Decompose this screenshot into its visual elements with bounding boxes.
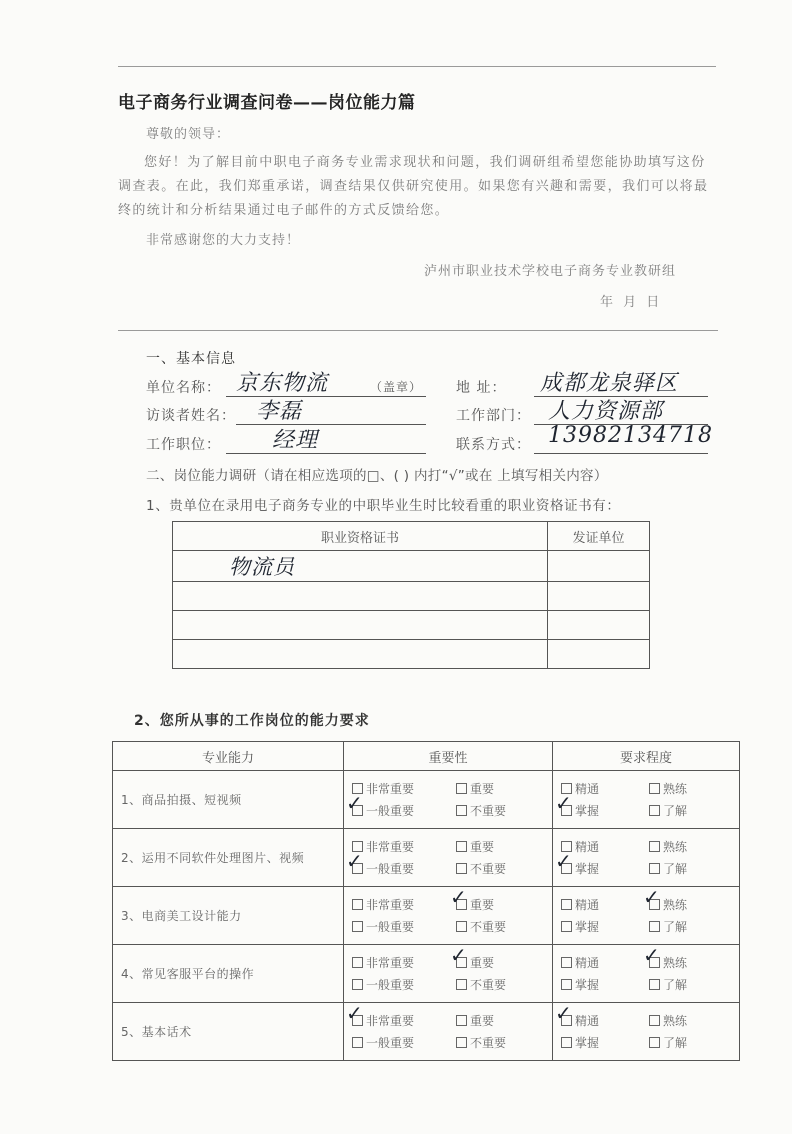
level-option[interactable] bbox=[553, 1032, 641, 1054]
level-option-label: 精通 bbox=[575, 955, 600, 970]
thanks-line: 非常感谢您的大力支持！ bbox=[146, 233, 301, 248]
level-option-label: 掌握 bbox=[575, 803, 600, 818]
level-option[interactable] bbox=[553, 1000, 641, 1032]
level-option-label: 熟练 bbox=[663, 955, 688, 970]
importance-option-label: 重要 bbox=[470, 897, 495, 912]
date-line: 年 月 日 bbox=[600, 295, 663, 310]
department-label: 工作部门： bbox=[456, 408, 531, 424]
checkbox[interactable] bbox=[456, 783, 467, 794]
research-title: 二、岗位能力调研（请在相应选项的□、( ) 内打“√”或在 上填写相关内容） bbox=[146, 468, 608, 484]
importance-options bbox=[344, 942, 553, 1003]
level-option-label: 了解 bbox=[663, 861, 688, 876]
importance-option[interactable] bbox=[448, 1010, 552, 1032]
question-1: 1、贵单位在录用电子商务专业的中职毕业生时比较看重的职业资格证书有： bbox=[146, 498, 621, 514]
level-option[interactable] bbox=[553, 952, 641, 974]
level-option-label: 了解 bbox=[663, 1035, 688, 1050]
importance-option-label: 一般重要 bbox=[366, 919, 415, 934]
importance-option[interactable] bbox=[344, 952, 448, 974]
address-value[interactable]: 成都龙泉驿区 bbox=[540, 371, 679, 396]
checkbox[interactable] bbox=[649, 921, 660, 932]
level-option[interactable] bbox=[553, 894, 641, 916]
level-option[interactable] bbox=[553, 916, 641, 938]
importance-option-label: 重要 bbox=[470, 955, 495, 970]
position-label: 工作职位： bbox=[146, 437, 221, 453]
importance-option[interactable] bbox=[344, 1000, 448, 1032]
importance-option[interactable] bbox=[448, 1032, 552, 1054]
cert-issuer-cell[interactable] bbox=[548, 640, 650, 669]
ability-name: 5、基本话术 bbox=[113, 1003, 344, 1061]
question-2: 2、您所从事的工作岗位的能力要求 bbox=[134, 713, 370, 729]
handwritten-check-mark: ✓ bbox=[346, 790, 363, 815]
checkbox[interactable] bbox=[649, 1037, 660, 1048]
checkbox[interactable] bbox=[352, 1037, 363, 1048]
importance-option[interactable] bbox=[344, 916, 448, 938]
level-option-label: 掌握 bbox=[575, 977, 600, 992]
cert-issuer-cell[interactable] bbox=[548, 551, 650, 582]
level-option[interactable] bbox=[641, 778, 729, 800]
position-value[interactable]: 经理 bbox=[272, 428, 319, 453]
level-option[interactable] bbox=[553, 848, 641, 880]
checkbox[interactable] bbox=[352, 979, 363, 990]
checkbox[interactable] bbox=[456, 805, 467, 816]
level-option-label: 精通 bbox=[575, 897, 600, 912]
level-option[interactable] bbox=[641, 942, 729, 974]
department-value[interactable]: 人力资源部 bbox=[548, 399, 664, 424]
level-options bbox=[553, 942, 740, 1003]
cert-header-name: 职业资格证书 bbox=[173, 522, 548, 551]
importance-option[interactable] bbox=[448, 916, 552, 938]
checkbox[interactable] bbox=[456, 979, 467, 990]
level-option-label: 熟练 bbox=[663, 1013, 688, 1028]
cert-cell[interactable]: 物流员 bbox=[173, 551, 548, 582]
level-option[interactable] bbox=[641, 916, 729, 938]
level-options bbox=[553, 1000, 740, 1061]
checkbox[interactable] bbox=[561, 899, 572, 910]
importance-option-label: 重要 bbox=[470, 1013, 495, 1028]
checkbox[interactable] bbox=[649, 979, 660, 990]
checkbox[interactable] bbox=[649, 805, 660, 816]
level-option-label: 精通 bbox=[575, 839, 600, 854]
ability-row bbox=[113, 771, 740, 829]
checkbox[interactable] bbox=[456, 1015, 467, 1026]
checkbox[interactable] bbox=[649, 841, 660, 852]
checkbox[interactable] bbox=[456, 1037, 467, 1048]
level-option[interactable] bbox=[641, 1010, 729, 1032]
level-option[interactable] bbox=[553, 790, 641, 822]
level-option-label: 了解 bbox=[663, 977, 688, 992]
importance-options bbox=[344, 829, 553, 887]
importance-option-label: 非常重要 bbox=[366, 781, 415, 796]
importance-option-label: 一般重要 bbox=[366, 977, 415, 992]
cert-issuer-cell[interactable] bbox=[548, 611, 650, 640]
handwritten-check-mark: ✓ bbox=[450, 942, 467, 967]
importance-option-label: 不重要 bbox=[470, 919, 507, 934]
ability-row bbox=[113, 1003, 740, 1061]
cert-header-issuer: 发证单位 bbox=[548, 522, 650, 551]
level-option-label: 掌握 bbox=[575, 1035, 600, 1050]
contact-label: 联系方式： bbox=[456, 437, 531, 453]
handwritten-check-mark: ✓ bbox=[346, 1000, 363, 1025]
level-option[interactable] bbox=[553, 974, 641, 996]
handwritten-check-mark: ✓ bbox=[643, 942, 660, 967]
importance-option-label: 重要 bbox=[470, 781, 495, 796]
importance-option-label: 一般重要 bbox=[366, 861, 415, 876]
unit-name-value[interactable]: 京东物流 bbox=[236, 371, 329, 396]
importance-options bbox=[344, 1000, 553, 1061]
cert-issuer-cell[interactable] bbox=[548, 582, 650, 611]
checkbox[interactable] bbox=[649, 863, 660, 874]
checkbox[interactable] bbox=[456, 863, 467, 874]
importance-option[interactable] bbox=[344, 894, 448, 916]
interviewee-label: 访谈者姓名： bbox=[146, 408, 236, 424]
cert-cell[interactable] bbox=[173, 640, 548, 669]
divider-rule bbox=[118, 330, 718, 331]
level-option-label: 精通 bbox=[575, 1013, 600, 1028]
level-options bbox=[553, 771, 740, 829]
survey-title: 电子商务行业调查问卷——岗位能力篇 bbox=[118, 93, 416, 113]
checkbox[interactable] bbox=[456, 841, 467, 852]
unit-name-label: 单位名称： bbox=[146, 380, 221, 396]
ability-row bbox=[113, 887, 740, 945]
importance-option[interactable] bbox=[448, 942, 552, 974]
ability-row bbox=[113, 945, 740, 1003]
importance-option-label: 不重要 bbox=[470, 803, 507, 818]
level-option[interactable] bbox=[641, 800, 729, 822]
importance-option[interactable] bbox=[448, 974, 552, 996]
level-option-label: 熟练 bbox=[663, 781, 688, 796]
signature: 泸州市职业技术学校电子商务专业教研组 bbox=[424, 264, 677, 279]
handwritten-check-mark: ✓ bbox=[450, 884, 467, 909]
importance-option-label: 不重要 bbox=[470, 861, 507, 876]
ability-header-skill: 专业能力 bbox=[113, 742, 344, 771]
contact-value[interactable]: 13982134718 bbox=[548, 423, 713, 448]
position-underline bbox=[226, 453, 426, 454]
basic-info-title: 一、基本信息 bbox=[146, 351, 236, 367]
ability-name: 4、常见客服平台的操作 bbox=[113, 945, 344, 1003]
level-option-label: 精通 bbox=[575, 781, 600, 796]
address-label: 地 址： bbox=[456, 380, 507, 396]
level-option-label: 熟练 bbox=[663, 897, 688, 912]
importance-option[interactable] bbox=[448, 884, 552, 916]
ability-header-importance: 重要性 bbox=[344, 742, 553, 771]
level-options bbox=[553, 829, 740, 887]
importance-option[interactable] bbox=[344, 974, 448, 996]
importance-option[interactable] bbox=[448, 858, 552, 880]
importance-option-label: 不重要 bbox=[470, 977, 507, 992]
importance-options bbox=[344, 771, 553, 829]
checkbox[interactable] bbox=[561, 1037, 572, 1048]
importance-option[interactable] bbox=[448, 778, 552, 800]
certificate-table bbox=[172, 521, 650, 669]
ability-name: 3、电商美工设计能力 bbox=[113, 887, 344, 945]
top-rule bbox=[118, 66, 716, 67]
handwritten-check-mark: ✓ bbox=[555, 848, 572, 873]
importance-option-label: 重要 bbox=[470, 839, 495, 854]
checkbox[interactable] bbox=[561, 979, 572, 990]
level-option-label: 熟练 bbox=[663, 839, 688, 854]
intro-paragraph: 您好！为了解目前中职电子商务专业需求现状和问题，我们调研组希望您能协助填写这份调查表。在此，我们郑重承诺，调查结果仅供研究使用。如果您有兴趣和需要，我们可以将最终的统计和分析结果通过电子邮件的方式反馈给您。 bbox=[118, 155, 709, 218]
checkbox[interactable] bbox=[649, 783, 660, 794]
importance-option[interactable] bbox=[344, 790, 448, 822]
greeting: 尊敬的领导： bbox=[146, 127, 231, 142]
ability-name: 2、运用不同软件处理图片、视频 bbox=[113, 829, 344, 887]
importance-option[interactable] bbox=[448, 800, 552, 822]
level-option-label: 了解 bbox=[663, 803, 688, 818]
level-option-label: 掌握 bbox=[575, 861, 600, 876]
interviewee-value[interactable]: 李磊 bbox=[256, 399, 303, 424]
ability-table bbox=[112, 741, 740, 1061]
level-option[interactable] bbox=[641, 974, 729, 996]
checkbox[interactable] bbox=[352, 899, 363, 910]
importance-option-label: 非常重要 bbox=[366, 1013, 415, 1028]
checkbox[interactable] bbox=[561, 957, 572, 968]
ability-name: 1、商品拍摄、短视频 bbox=[113, 771, 344, 829]
handwritten-check-mark: ✓ bbox=[643, 884, 660, 909]
contact-underline bbox=[534, 453, 708, 454]
level-option-label: 掌握 bbox=[575, 919, 600, 934]
checkbox[interactable] bbox=[649, 1015, 660, 1026]
cert-cell[interactable] bbox=[173, 611, 548, 640]
ability-row bbox=[113, 829, 740, 887]
checkbox[interactable] bbox=[352, 921, 363, 932]
checkbox[interactable] bbox=[456, 921, 467, 932]
importance-option-label: 一般重要 bbox=[366, 803, 415, 818]
importance-option-label: 非常重要 bbox=[366, 897, 415, 912]
importance-option-label: 一般重要 bbox=[366, 1035, 415, 1050]
level-option[interactable] bbox=[641, 1032, 729, 1054]
importance-option-label: 非常重要 bbox=[366, 839, 415, 854]
checkbox[interactable] bbox=[561, 921, 572, 932]
ability-header-level: 要求程度 bbox=[553, 742, 740, 771]
handwritten-check-mark: ✓ bbox=[555, 790, 572, 815]
importance-option-label: 非常重要 bbox=[366, 955, 415, 970]
level-options bbox=[553, 884, 740, 945]
level-option[interactable] bbox=[641, 836, 729, 858]
handwritten-check-mark: ✓ bbox=[346, 848, 363, 873]
importance-options bbox=[344, 884, 553, 945]
level-option-label: 了解 bbox=[663, 919, 688, 934]
level-option[interactable] bbox=[641, 884, 729, 916]
importance-option[interactable] bbox=[448, 836, 552, 858]
importance-option[interactable] bbox=[344, 1032, 448, 1054]
checkbox[interactable] bbox=[352, 957, 363, 968]
handwritten-check-mark: ✓ bbox=[555, 1000, 572, 1025]
importance-option[interactable] bbox=[344, 848, 448, 880]
level-option[interactable] bbox=[641, 858, 729, 880]
cert-cell[interactable] bbox=[173, 582, 548, 611]
interviewee-underline bbox=[236, 424, 426, 425]
seal-note: （盖章） bbox=[370, 380, 423, 394]
importance-option-label: 不重要 bbox=[470, 1035, 507, 1050]
